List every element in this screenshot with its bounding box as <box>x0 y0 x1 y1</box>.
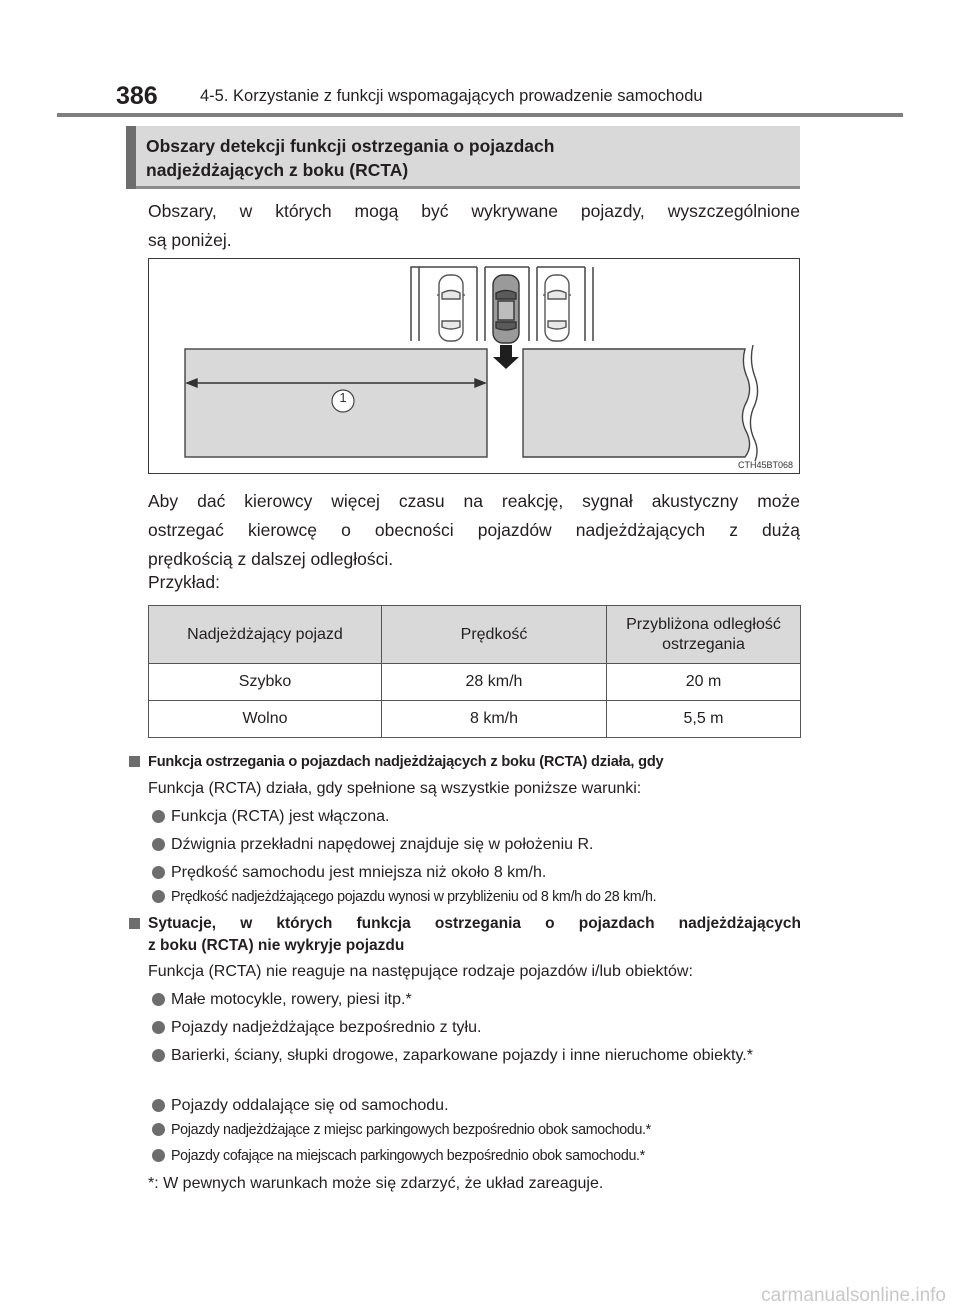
table-cell: 8 km/h <box>382 701 607 738</box>
table-cell: 5,5 m <box>607 701 801 738</box>
list-item-text: Funkcja (RCTA) jest włączona. <box>171 808 390 825</box>
warning-paragraph <box>148 487 800 574</box>
bullet-dot-icon <box>152 866 165 879</box>
list-item-text: Prędkość samochodu jest mniejsza niż około 8 km/h. <box>171 864 547 881</box>
table-header-vehicle: Nadjeżdżający pojazd <box>149 606 382 664</box>
table-header-distance: Przybliżona odległość ostrzegania <box>607 606 801 664</box>
bullet-dot-icon <box>152 1099 165 1112</box>
warning-line2: ostrzegać kierowcę o obecności pojazdów nadjeżdżających z dużą <box>148 520 800 540</box>
limitations-heading <box>129 913 801 957</box>
list-item <box>148 886 800 908</box>
bullet-dot-icon <box>152 890 165 903</box>
list-item <box>148 1119 800 1141</box>
heading-accent-bar <box>126 126 136 189</box>
warning-distance-table <box>148 605 801 738</box>
limitations-intro: Funkcja (RCTA) nie reaguje na następujące rodzaje pojazdów i/lub obiektów: <box>148 963 693 980</box>
list-item-text: Pojazdy oddalające się od samochodu. <box>171 1097 449 1114</box>
list-item <box>148 989 800 1011</box>
list-item-text: Małe motocykle, rowery, piesi itp.* <box>171 991 412 1008</box>
limitations-heading-line2: z boku (RCTA) nie wykryje pojazdu <box>148 937 405 954</box>
list-item-text: Dźwignia przekładni napędowej znajduje się w położeniu R. <box>171 836 594 853</box>
intro-paragraph <box>148 197 800 255</box>
operation-heading-text: Funkcja ostrzegania o pojazdach nadjeżdżających z boku (RCTA) działa, gdy <box>148 754 664 770</box>
section-title: 4-5. Korzystanie z funkcji wspomagających prowadzenie samochodu <box>200 87 703 105</box>
table-row <box>149 664 801 701</box>
bullet-dot-icon <box>152 838 165 851</box>
intro-line2: są poniżej. <box>148 230 232 250</box>
list-item-text: Pojazdy nadjeżdżające z miejsc parkingowych bezpośrednio obok samochodu.* <box>171 1122 651 1138</box>
list-item <box>148 806 800 828</box>
detection-zone-right <box>523 349 750 457</box>
table-row <box>149 701 801 738</box>
list-item <box>148 862 800 884</box>
list-item <box>148 834 800 856</box>
square-bullet-icon <box>129 918 140 929</box>
bullet-dot-icon <box>152 1049 165 1062</box>
section-heading-line2: nadjeżdżających z boku (RCTA) <box>146 160 409 180</box>
section-heading-text <box>146 134 554 182</box>
example-label: Przykład: <box>148 572 220 592</box>
bullet-dot-icon <box>152 1021 165 1034</box>
table-cell: Wolno <box>149 701 382 738</box>
list-item <box>148 1017 800 1039</box>
table-header-row <box>149 606 801 664</box>
table-cell: Szybko <box>149 664 382 701</box>
list-item-text: Prędkość nadjeżdżającego pojazdu wynosi w przybliżeniu od 8 km/h do 28 km/h. <box>171 889 657 905</box>
bullet-dot-icon <box>152 1123 165 1136</box>
operation-heading <box>129 751 801 773</box>
limitations-heading-line1: Sytuacje, w których funkcja ostrzegania o pojazdach nadjeżdżających <box>148 915 801 932</box>
footnote: *: W pewnych warunkach może się zdarzyć, że układ zareaguje. <box>148 1175 604 1192</box>
warning-line1: Aby dać kierowcy więcej czasu na reakcję, sygnał akustyczny może <box>148 491 800 511</box>
parked-car-left <box>437 275 465 341</box>
warning-line3: prędkością z dalszej odległości. <box>148 549 394 569</box>
wavy-edge-line <box>750 345 757 461</box>
page-header <box>112 80 902 112</box>
header-rule <box>57 113 903 117</box>
bullet-dot-icon <box>152 810 165 823</box>
list-item <box>148 1045 800 1067</box>
section-heading <box>126 126 800 189</box>
bullet-dot-icon <box>152 1149 165 1162</box>
detection-area-diagram <box>149 259 801 475</box>
list-item <box>148 1095 800 1117</box>
reverse-direction-arrow <box>493 345 519 369</box>
list-item-text: Pojazdy nadjeżdżające bezpośrednio z tyłu. <box>171 1019 482 1036</box>
callout-number: 1 <box>339 390 347 405</box>
bullet-dot-icon <box>152 993 165 1006</box>
detection-area-figure <box>148 258 800 474</box>
figure-code: CTH45BT068 <box>737 460 793 470</box>
table-header-speed: Prędkość <box>382 606 607 664</box>
intro-line1: Obszary, w których mogą być wykrywane pojazdy, wyszczególnione <box>148 201 800 221</box>
watermark: carmanualsonline.info <box>761 1285 946 1306</box>
list-item-text: Barierki, ściany, słupki drogowe, zaparkowane pojazdy i inne nieruchome obiekty.* <box>171 1047 753 1064</box>
operation-intro: Funkcja (RCTA) działa, gdy spełnione są wszystkie poniższe warunki: <box>148 780 642 797</box>
section-heading-line1: Obszary detekcji funkcji ostrzegania o pojazdach <box>146 136 555 156</box>
list-item <box>148 1145 800 1167</box>
page-number: 386 <box>116 82 158 110</box>
square-bullet-icon <box>129 756 140 767</box>
own-vehicle-car <box>493 275 519 343</box>
parked-car-right <box>543 275 571 341</box>
table-cell: 28 km/h <box>382 664 607 701</box>
table-cell: 20 m <box>607 664 801 701</box>
list-item-text: Pojazdy cofające na miejscach parkingowych bezpośrednio obok samochodu.* <box>171 1148 645 1164</box>
